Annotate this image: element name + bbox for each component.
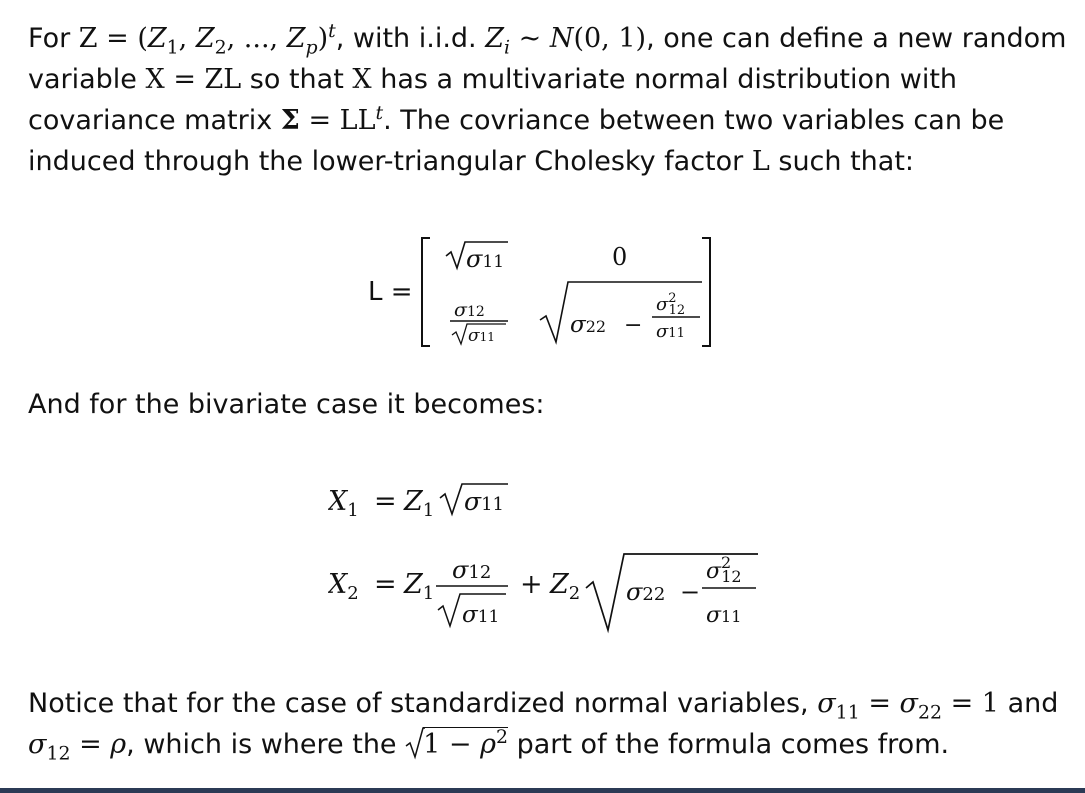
and-text: and xyxy=(998,688,1059,719)
sigma-equal-one-formula: $\sigma_{11} = \sigma_{22} = 1$ xyxy=(817,688,999,724)
part-text: part of the formula comes from. xyxy=(508,729,950,760)
sigma-formula: $\Sigma = LL^t$ xyxy=(280,102,384,136)
svg-text:Z1: $Z_1$ xyxy=(404,569,435,604)
svg-text:Z1: $Z_1$ xyxy=(404,486,435,521)
zi-distribution-formula: $Z_i$ ~ N(0, 1) xyxy=(485,23,647,59)
x1-equation xyxy=(328,478,528,528)
svg-text:σ22: σ22 xyxy=(626,578,666,606)
svg-text:0: 0 xyxy=(612,243,628,271)
svg-text:L =: L = xyxy=(368,277,413,307)
svg-text:σ212: $\sigma^2$ 12 xyxy=(706,553,742,586)
svg-text:−: − xyxy=(624,313,643,338)
svg-text:X2: $X_2$ xyxy=(328,569,359,604)
such-that-text: such that: xyxy=(769,146,915,177)
sqrt-one-minus-rho-squared: $1 - \rho^2$ xyxy=(405,724,508,765)
svg-text:σ12: σ12 xyxy=(452,556,492,584)
svg-text:σ11: σ11 xyxy=(706,603,742,628)
x2-equation xyxy=(328,548,768,638)
covariance-text: . The covriance between two variables can be induced through the lower-triangular Cholesky factor xyxy=(28,105,1005,177)
x-equals-zl-formula: X = ZL xyxy=(145,64,242,95)
svg-text:−: − xyxy=(680,578,701,606)
svg-text:X1: $X_1$ xyxy=(328,486,359,521)
svg-text:σ212: $\sigma^2$ 12 xyxy=(656,291,686,318)
svg-text:σ11: σ11 xyxy=(468,326,495,346)
bivariate-paragraph xyxy=(28,384,1068,425)
intro-paragraph xyxy=(28,18,1068,182)
mvn-text: has a multivariate normal distribution with covariance matrix xyxy=(28,64,958,136)
svg-text:=: = xyxy=(374,569,397,600)
svg-text:σ22: σ22 xyxy=(570,312,607,338)
define-text: , one can define a new random variable xyxy=(28,23,1067,95)
l-symbol: L xyxy=(751,146,770,177)
svg-text:σ11: σ11 xyxy=(464,487,504,516)
svg-text:σ11: σ11 xyxy=(656,321,685,342)
x-symbol: X xyxy=(352,64,372,95)
svg-text:σ11: σ11 xyxy=(462,602,500,628)
so-that-text: so that xyxy=(241,64,353,95)
svg-text:=: = xyxy=(374,486,397,517)
notice-paragraph xyxy=(28,683,1068,765)
notice-text: Notice that for the case of standardized normal variables, xyxy=(28,688,818,719)
which-text: , which is where the xyxy=(126,729,406,760)
z-vector-formula: $Z = (Z_1$, $Z_2$, ..., $Z_p)^t$ xyxy=(78,20,336,59)
svg-text:+: + xyxy=(520,569,543,600)
svg-text:Z2: $Z_2$ xyxy=(550,569,581,604)
intro-text: For xyxy=(28,23,79,54)
bivariate-text: And for the bivariate case it becomes: xyxy=(28,389,545,420)
cholesky-matrix-equation xyxy=(368,234,728,354)
svg-text:σ12: σ12 xyxy=(454,299,485,321)
iid-text: , with i.i.d. xyxy=(335,23,486,54)
sigma12-rho-formula: $\sigma_{12} = \rho$ xyxy=(28,729,127,765)
bottom-border xyxy=(0,788,1085,793)
svg-text:σ11: σ11 xyxy=(466,245,505,273)
